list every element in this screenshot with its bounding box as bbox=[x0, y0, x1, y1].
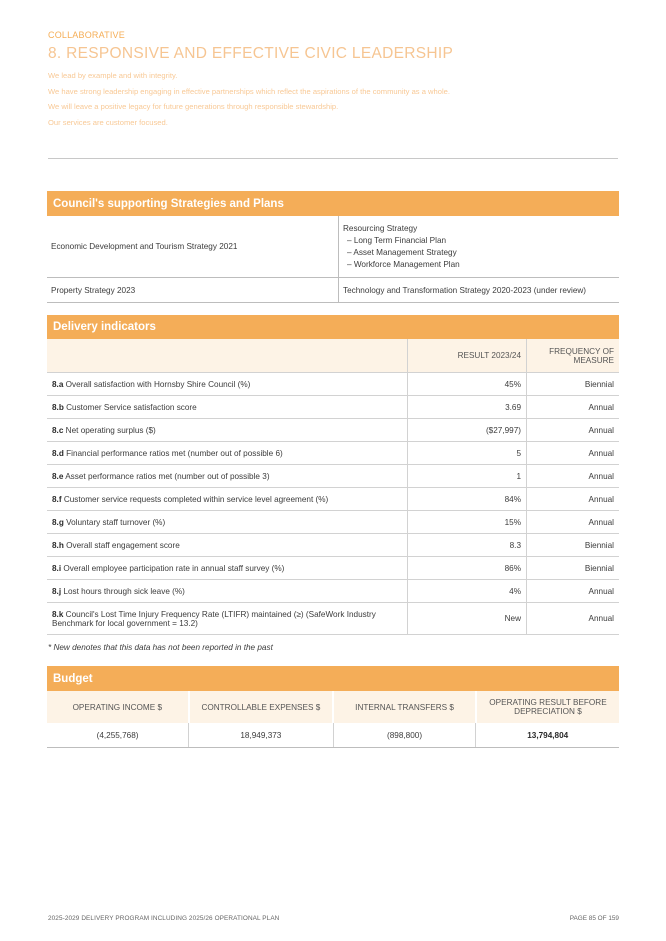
strategy-cell: Technology and Transformation Strategy 2020-2023 (under review) bbox=[339, 278, 620, 303]
table-header-row bbox=[47, 339, 619, 373]
result-cell: 4% bbox=[408, 580, 527, 603]
intro-statements bbox=[48, 68, 618, 130]
budget-heading: Budget bbox=[47, 666, 619, 691]
result-cell: 86% bbox=[408, 557, 527, 580]
indicator-label: Financial performance ratios met (number out of possible 6) bbox=[66, 448, 283, 458]
value-internal-transfers: (898,800) bbox=[333, 723, 476, 748]
delivery-indicators-table bbox=[47, 339, 619, 635]
result-cell: 8.3 bbox=[408, 534, 527, 557]
indicator-code: 8.e bbox=[52, 471, 64, 481]
indicator-cell bbox=[47, 580, 408, 603]
table-row bbox=[47, 511, 619, 534]
frequency-cell: Annual bbox=[527, 442, 620, 465]
intro-line: We have strong leadership engaging in effective partnerships which reflect the aspirations of the community as a whole. bbox=[48, 86, 450, 96]
delivery-heading: Delivery indicators bbox=[47, 315, 619, 339]
indicator-cell bbox=[47, 534, 408, 557]
indicator-label: Asset performance ratios met (number out of possible 3) bbox=[65, 471, 270, 481]
intro-line: Our services are customer focused. bbox=[48, 117, 168, 127]
indicator-cell bbox=[47, 511, 408, 534]
result-cell: 45% bbox=[408, 373, 527, 396]
value-operating-result bbox=[476, 723, 619, 748]
table-header-row bbox=[47, 691, 619, 723]
table-row bbox=[47, 216, 619, 278]
table-row bbox=[47, 278, 619, 303]
indicator-code: 8.i bbox=[52, 563, 62, 573]
indicator-label: Customer Service satisfaction score bbox=[66, 402, 197, 412]
indicator-code: 8.f bbox=[52, 494, 62, 504]
frequency-cell: Annual bbox=[527, 465, 620, 488]
indicator-code: 8.j bbox=[52, 586, 62, 596]
result-cell: ($27,997) bbox=[408, 419, 527, 442]
indicator-label: Net operating surplus ($) bbox=[65, 425, 156, 435]
indicator-cell bbox=[47, 373, 408, 396]
indicator-label: Council's Lost Time Injury Frequency Rate (LTIFR) maintained (≥) (SafeWork Industry Benchmark for local government = 13.2) bbox=[52, 609, 376, 628]
indicator-label: Lost hours through sick leave (%) bbox=[63, 586, 185, 596]
strategy-cell: Property Strategy 2023 bbox=[47, 278, 339, 303]
indicator-code: 8.h bbox=[52, 540, 64, 550]
table-row bbox=[47, 534, 619, 557]
indicator-cell bbox=[47, 488, 408, 511]
table-row bbox=[47, 580, 619, 603]
indicator-code: 8.a bbox=[52, 379, 64, 389]
header-frequency-line: FREQUENCY OF bbox=[549, 346, 614, 356]
header-cell-result: RESULT 2023/24 bbox=[408, 339, 527, 373]
frequency-cell: Annual bbox=[527, 396, 620, 419]
header-cell-blank bbox=[47, 339, 408, 373]
value-controllable-expenses: 18,949,373 bbox=[189, 723, 334, 748]
table-row bbox=[47, 419, 619, 442]
frequency-cell: Annual bbox=[527, 511, 620, 534]
indicator-cell bbox=[47, 396, 408, 419]
indicator-code: 8.d bbox=[52, 448, 64, 458]
header-cell-frequency bbox=[527, 339, 620, 373]
indicator-label: Overall employee participation rate in annual staff survey (%) bbox=[63, 563, 285, 573]
frequency-cell: Biennial bbox=[527, 534, 620, 557]
result-cell: 1 bbox=[408, 465, 527, 488]
strategy-item: – Long Term Financial Plan bbox=[347, 235, 447, 245]
header-divider bbox=[48, 158, 618, 159]
result-cell: 15% bbox=[408, 511, 527, 534]
indicator-cell bbox=[47, 419, 408, 442]
indicator-cell bbox=[47, 603, 408, 635]
intro-line: We will leave a positive legacy for future generations through responsible stewardship. bbox=[48, 102, 339, 112]
table-row bbox=[47, 465, 619, 488]
indicator-code: 8.b bbox=[52, 402, 64, 412]
indicator-label: Overall staff engagement score bbox=[66, 540, 180, 550]
indicator-cell bbox=[47, 442, 408, 465]
frequency-cell: Annual bbox=[527, 419, 620, 442]
header-frequency-line: MEASURE bbox=[573, 355, 614, 365]
header-cell-internal-transfers: INTERNAL TRANSFERS $ bbox=[333, 691, 476, 723]
strategy-item: – Workforce Management Plan bbox=[347, 259, 460, 269]
result-cell: 5 bbox=[408, 442, 527, 465]
frequency-cell: Annual bbox=[527, 488, 620, 511]
table-row bbox=[47, 557, 619, 580]
footer-document-title: 2025-2029 DELIVERY PROGRAM INCLUDING 2025/26 OPERATIONAL PLAN bbox=[48, 915, 280, 922]
theme-eyebrow: COLLABORATIVE bbox=[48, 30, 125, 40]
header-cell-controllable-expenses: CONTROLLABLE EXPENSES $ bbox=[189, 691, 334, 723]
table-row bbox=[47, 442, 619, 465]
strategy-cell: Economic Development and Tourism Strategy 2021 bbox=[47, 216, 339, 278]
frequency-cell: Annual bbox=[527, 603, 620, 635]
header-cell-operating-result: OPERATING RESULT BEFORE DEPRECIATION $ bbox=[476, 691, 619, 723]
value-operating-income: (4,255,768) bbox=[47, 723, 189, 748]
header-cell-operating-income: OPERATING INCOME $ bbox=[47, 691, 189, 723]
strategy-list bbox=[343, 223, 615, 271]
strategy-cell bbox=[339, 216, 620, 278]
indicator-cell bbox=[47, 465, 408, 488]
indicator-label: Overall satisfaction with Hornsby Shire Council (%) bbox=[65, 379, 251, 389]
result-cell: 3.69 bbox=[408, 396, 527, 419]
indicator-code: 8.c bbox=[52, 425, 64, 435]
strategy-item: – Asset Management Strategy bbox=[347, 247, 457, 257]
table-row bbox=[47, 373, 619, 396]
table-row bbox=[47, 723, 619, 748]
result-cell: 84% bbox=[408, 488, 527, 511]
delivery-footnote: * New denotes that this data has not been reported in the past bbox=[48, 643, 273, 652]
budget-table bbox=[47, 691, 619, 748]
strategies-heading: Council's supporting Strategies and Plans bbox=[47, 191, 619, 216]
footer-page-number: PAGE 85 OF 159 bbox=[569, 915, 619, 922]
frequency-cell: Biennial bbox=[527, 373, 620, 396]
indicator-label: Voluntary staff turnover (%) bbox=[66, 517, 166, 527]
intro-line: We lead by example and with integrity. bbox=[48, 71, 178, 80]
strategy-item: Resourcing Strategy bbox=[343, 223, 418, 233]
indicator-cell bbox=[47, 557, 408, 580]
value-operating-result-bold: 13,794,804 bbox=[527, 730, 569, 740]
strategies-table bbox=[47, 216, 619, 303]
table-row bbox=[47, 396, 619, 419]
page-header bbox=[48, 30, 618, 130]
frequency-cell: Biennial bbox=[527, 557, 620, 580]
indicator-code: 8.g bbox=[52, 517, 64, 527]
indicator-code: 8.k bbox=[52, 609, 64, 619]
page-title: 8. RESPONSIVE AND EFFECTIVE CIVIC LEADERSHIP bbox=[48, 45, 454, 62]
table-row bbox=[47, 603, 619, 635]
table-row bbox=[47, 488, 619, 511]
indicator-label: Customer service requests completed within service level agreement (%) bbox=[63, 494, 329, 504]
frequency-cell: Annual bbox=[527, 580, 620, 603]
result-cell: New bbox=[408, 603, 527, 635]
